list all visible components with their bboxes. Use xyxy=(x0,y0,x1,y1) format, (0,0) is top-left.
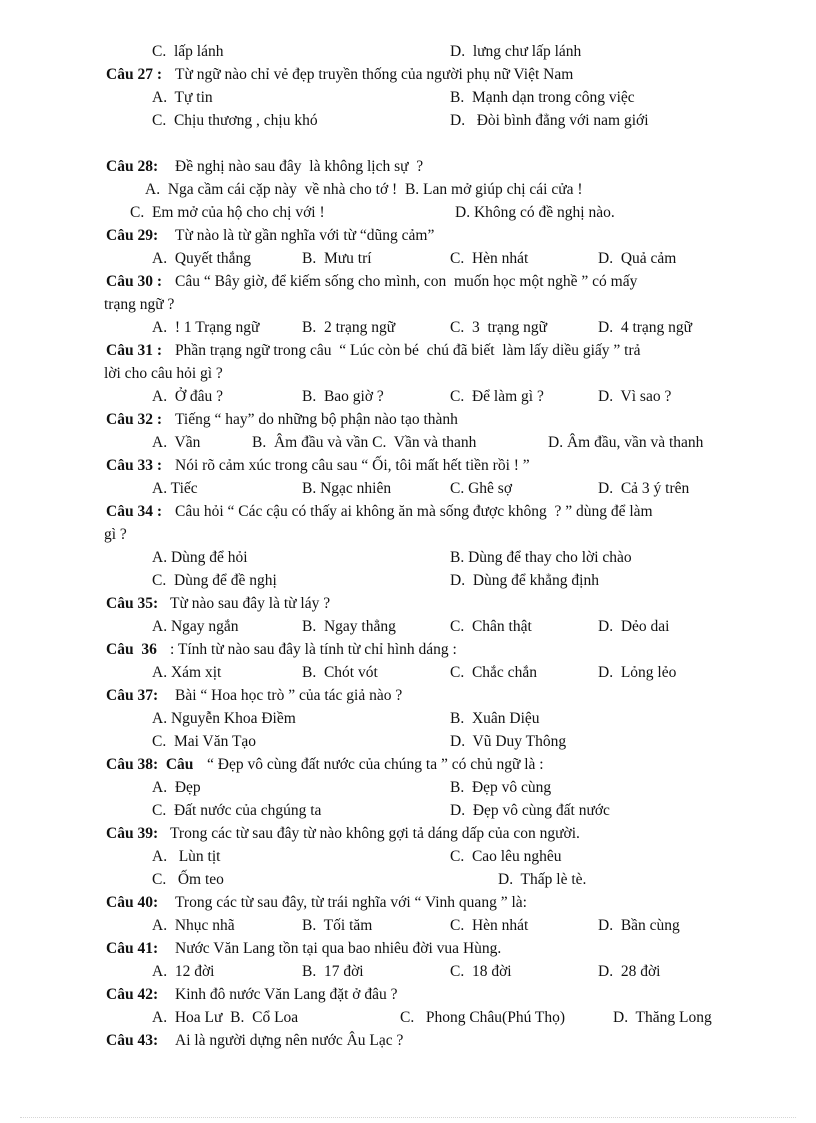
text-line xyxy=(0,914,816,937)
line-text: B. Mạnh dạn trong công việc xyxy=(450,89,635,106)
line-text: Tiếng “ hay” do những bộ phận nào tạo thành xyxy=(175,411,458,428)
line-text: A. Vần xyxy=(152,434,201,451)
line-text: Từ ngữ nào chỉ vẻ đẹp truyền thống của người phụ nữ Việt Nam xyxy=(175,66,574,83)
line-text: “ Đẹp vô cùng đất nước của chúng ta ” có chủ ngữ là : xyxy=(207,756,544,773)
line-text: C. Ghê sợ xyxy=(450,480,513,497)
line-text: C. Chắc chắn xyxy=(450,664,537,681)
text-line xyxy=(0,753,816,776)
text-line xyxy=(0,1006,816,1029)
line-text: B. Âm đầu và vần C. Vần và thanh xyxy=(252,434,477,451)
text-line xyxy=(0,523,816,546)
line-text: Trong các từ sau đây từ nào không gợi tả dáng dấp của con người. xyxy=(170,825,580,842)
line-text: D. Cả 3 ý trên xyxy=(598,480,690,497)
line-text: A. Tự tin xyxy=(152,89,213,106)
line-text: D. Thăng Long xyxy=(613,1009,712,1026)
text-line xyxy=(0,638,816,661)
text-line xyxy=(0,592,816,615)
line-text: D. Không có đề nghị nào. xyxy=(455,204,615,221)
line-text: B. 2 trạng ngữ xyxy=(302,319,396,336)
line-text: A. ! 1 Trạng ngữ xyxy=(152,319,260,336)
question-number: Câu 39: xyxy=(106,825,159,842)
text-line xyxy=(0,293,816,316)
line-text: D. 28 đời xyxy=(598,963,661,980)
question-number: Câu 27 : xyxy=(106,66,162,83)
line-text: Nước Văn Lang tồn tại qua bao nhiêu đời vua Hùng. xyxy=(175,940,502,957)
line-text: Ai là người dựng nên nước Âu Lạc ? xyxy=(175,1032,404,1049)
line-text: D. 4 trạng ngữ xyxy=(598,319,693,336)
text-line xyxy=(0,224,816,247)
line-text: Trong các từ sau đây, từ trái nghĩa với “ Vinh quang ” là: xyxy=(175,894,527,911)
line-text: A. Nga cầm cái cặp này về nhà cho tớ ! B. Lan mở giúp chị cái cửa ! xyxy=(145,181,583,198)
line-text: Từ nào sau đây là từ láy ? xyxy=(170,595,331,612)
line-text: D. Lỏng lẻo xyxy=(598,664,677,681)
line-text: D. Đẹp vô cùng đất nước xyxy=(450,802,610,819)
line-text: C. Đất nước của chgúng ta xyxy=(152,802,322,819)
text-line xyxy=(0,477,816,500)
line-text: : Tính từ nào sau đây là tính từ chỉ hình dáng : xyxy=(170,641,457,658)
question-number: Câu 32 : xyxy=(106,411,162,428)
line-text: C. Ốm teo xyxy=(152,871,224,888)
line-text: lời cho câu hỏi gì ? xyxy=(104,365,223,382)
text-line xyxy=(0,247,816,270)
line-text: A. Nguyễn Khoa Điềm xyxy=(152,710,296,727)
text-line xyxy=(0,684,816,707)
line-text: C. Em mở của hộ cho chị với ! xyxy=(130,204,325,221)
line-text: C. Mai Văn Tạo xyxy=(152,733,257,750)
question-number: Câu 28: xyxy=(106,158,159,175)
line-text: B. Dùng để thay cho lời chào xyxy=(450,549,632,566)
text-line xyxy=(0,776,816,799)
line-text: trạng ngữ ? xyxy=(104,296,175,313)
line-text: Kinh đô nước Văn Lang đặt ở đâu ? xyxy=(175,986,398,1003)
line-text: B. 17 đời xyxy=(302,963,364,980)
line-text: D. Quả cảm xyxy=(598,250,677,267)
line-text: gì ? xyxy=(104,526,127,543)
line-text: D. Vũ Duy Thông xyxy=(450,733,567,750)
text-line xyxy=(0,960,816,983)
question-number: Câu 38: Câu xyxy=(106,756,194,773)
text-line xyxy=(0,707,816,730)
line-text: A. Hoa Lư B. Cổ Loa xyxy=(152,1009,299,1026)
line-text: B. Mưu trí xyxy=(302,250,372,267)
text-line xyxy=(0,454,816,477)
line-text: C. 18 đời xyxy=(450,963,512,980)
text-line xyxy=(0,569,816,592)
text-line xyxy=(0,730,816,753)
text-line xyxy=(0,201,816,224)
line-text: C. Dùng để đề nghị xyxy=(152,572,277,589)
line-text: D. Âm đầu, vần và thanh xyxy=(548,434,704,451)
line-text: C. Phong Châu(Phú Thọ) xyxy=(400,1009,566,1026)
line-text: Nói rõ cảm xúc trong câu sau “ Ối, tôi mất hết tiền rồi ! ” xyxy=(175,457,530,474)
text-line xyxy=(0,339,816,362)
text-line xyxy=(0,845,816,868)
line-text: C. Hèn nhát xyxy=(450,250,529,267)
text-line xyxy=(0,431,816,454)
line-text: D. Thấp lè tè. xyxy=(498,871,587,888)
question-number: Câu 30 : xyxy=(106,273,162,290)
line-text: C. Chân thật xyxy=(450,618,532,635)
line-text: A. Tiếc xyxy=(152,480,198,497)
text-line xyxy=(0,86,816,109)
text-line xyxy=(0,316,816,339)
line-text: Câu hỏi “ Các cậu có thấy ai không ăn mà sống được không ? ” dùng để làm xyxy=(175,503,653,520)
question-number: Câu 34 : xyxy=(106,503,162,520)
text-line xyxy=(0,799,816,822)
text-line xyxy=(0,1029,816,1052)
line-text: B. Ngạc nhiên xyxy=(302,480,392,497)
line-text: D. Đòi bình đẳng với nam giới xyxy=(450,112,649,129)
text-line xyxy=(0,983,816,1006)
line-text: A. Đẹp xyxy=(152,779,201,796)
text-line xyxy=(0,362,816,385)
text-line xyxy=(0,408,816,431)
line-text: C. Hèn nhát xyxy=(450,917,529,934)
text-line xyxy=(0,546,816,569)
text-line xyxy=(0,822,816,845)
text-line xyxy=(0,661,816,684)
text-line xyxy=(0,40,816,63)
line-text: Phần trạng ngữ trong câu “ Lúc còn bé chú đã biết làm lấy diều giấy ” trả xyxy=(175,342,641,359)
line-text: Từ nào là từ gần nghĩa với từ “dũng cảm” xyxy=(175,227,435,244)
line-text: C. Cao lêu nghêu xyxy=(450,848,562,865)
text-line xyxy=(0,500,816,523)
question-number: Câu 31 : xyxy=(106,342,162,359)
line-text: A. Lùn tịt xyxy=(152,848,221,865)
question-number: Câu 43: xyxy=(106,1032,159,1049)
line-text: B. Bao giờ ? xyxy=(302,388,384,405)
question-number: Câu 33 : xyxy=(106,457,162,474)
line-text: A. Quyết thắng xyxy=(152,250,252,267)
text-line xyxy=(0,178,816,201)
question-number: Câu 35: xyxy=(106,595,159,612)
line-text: B. Ngay thẳng xyxy=(302,618,396,635)
line-text: A. 12 đời xyxy=(152,963,215,980)
text-line xyxy=(0,63,816,86)
line-text: D. Vì sao ? xyxy=(598,388,672,405)
line-text: A. Dùng để hỏi xyxy=(152,549,248,566)
question-number: Câu 41: xyxy=(106,940,159,957)
text-line xyxy=(0,868,816,891)
line-text: D. lưng chư lấp lánh xyxy=(450,43,582,60)
line-text: Bài “ Hoa học trò ” của tác giả nào ? xyxy=(175,687,403,704)
line-text: C. lấp lánh xyxy=(152,43,224,60)
question-number: Câu 36 xyxy=(106,641,157,658)
line-text: Câu “ Bây giờ, để kiếm sống cho mình, con muốn học một nghề ” có mấy xyxy=(175,273,638,290)
line-text: D. Dùng để khẳng định xyxy=(450,572,599,589)
question-number: Câu 40: xyxy=(106,894,159,911)
line-text: C. Để làm gì ? xyxy=(450,388,544,405)
line-text: D. Bần cùng xyxy=(598,917,680,934)
line-text: A. Ở đâu ? xyxy=(152,388,224,405)
text-line xyxy=(0,270,816,293)
text-line xyxy=(0,155,816,178)
text-line xyxy=(0,937,816,960)
line-text: C. Chịu thương , chịu khó xyxy=(152,112,318,129)
line-text: A. Nhục nhã xyxy=(152,917,235,934)
text-line xyxy=(0,385,816,408)
line-text: B. Đẹp vô cùng xyxy=(450,779,552,796)
line-text: B. Chót vót xyxy=(302,664,378,681)
line-text: A. Ngay ngắn xyxy=(152,618,239,635)
line-text: Đề nghị nào sau đây là không lịch sự ? xyxy=(175,158,424,175)
question-number: Câu 42: xyxy=(106,986,159,1003)
page-bottom-border xyxy=(20,1117,796,1118)
text-line xyxy=(0,615,816,638)
line-text: B. Tối tăm xyxy=(302,917,373,934)
question-number: Câu 37: xyxy=(106,687,159,704)
line-text: C. 3 trạng ngữ xyxy=(450,319,548,336)
text-line xyxy=(0,891,816,914)
text-line xyxy=(0,109,816,132)
line-text: A. Xám xịt xyxy=(152,664,222,681)
question-number: Câu 29: xyxy=(106,227,159,244)
line-text: B. Xuân Diệu xyxy=(450,710,540,727)
line-text: D. Dẻo dai xyxy=(598,618,670,635)
